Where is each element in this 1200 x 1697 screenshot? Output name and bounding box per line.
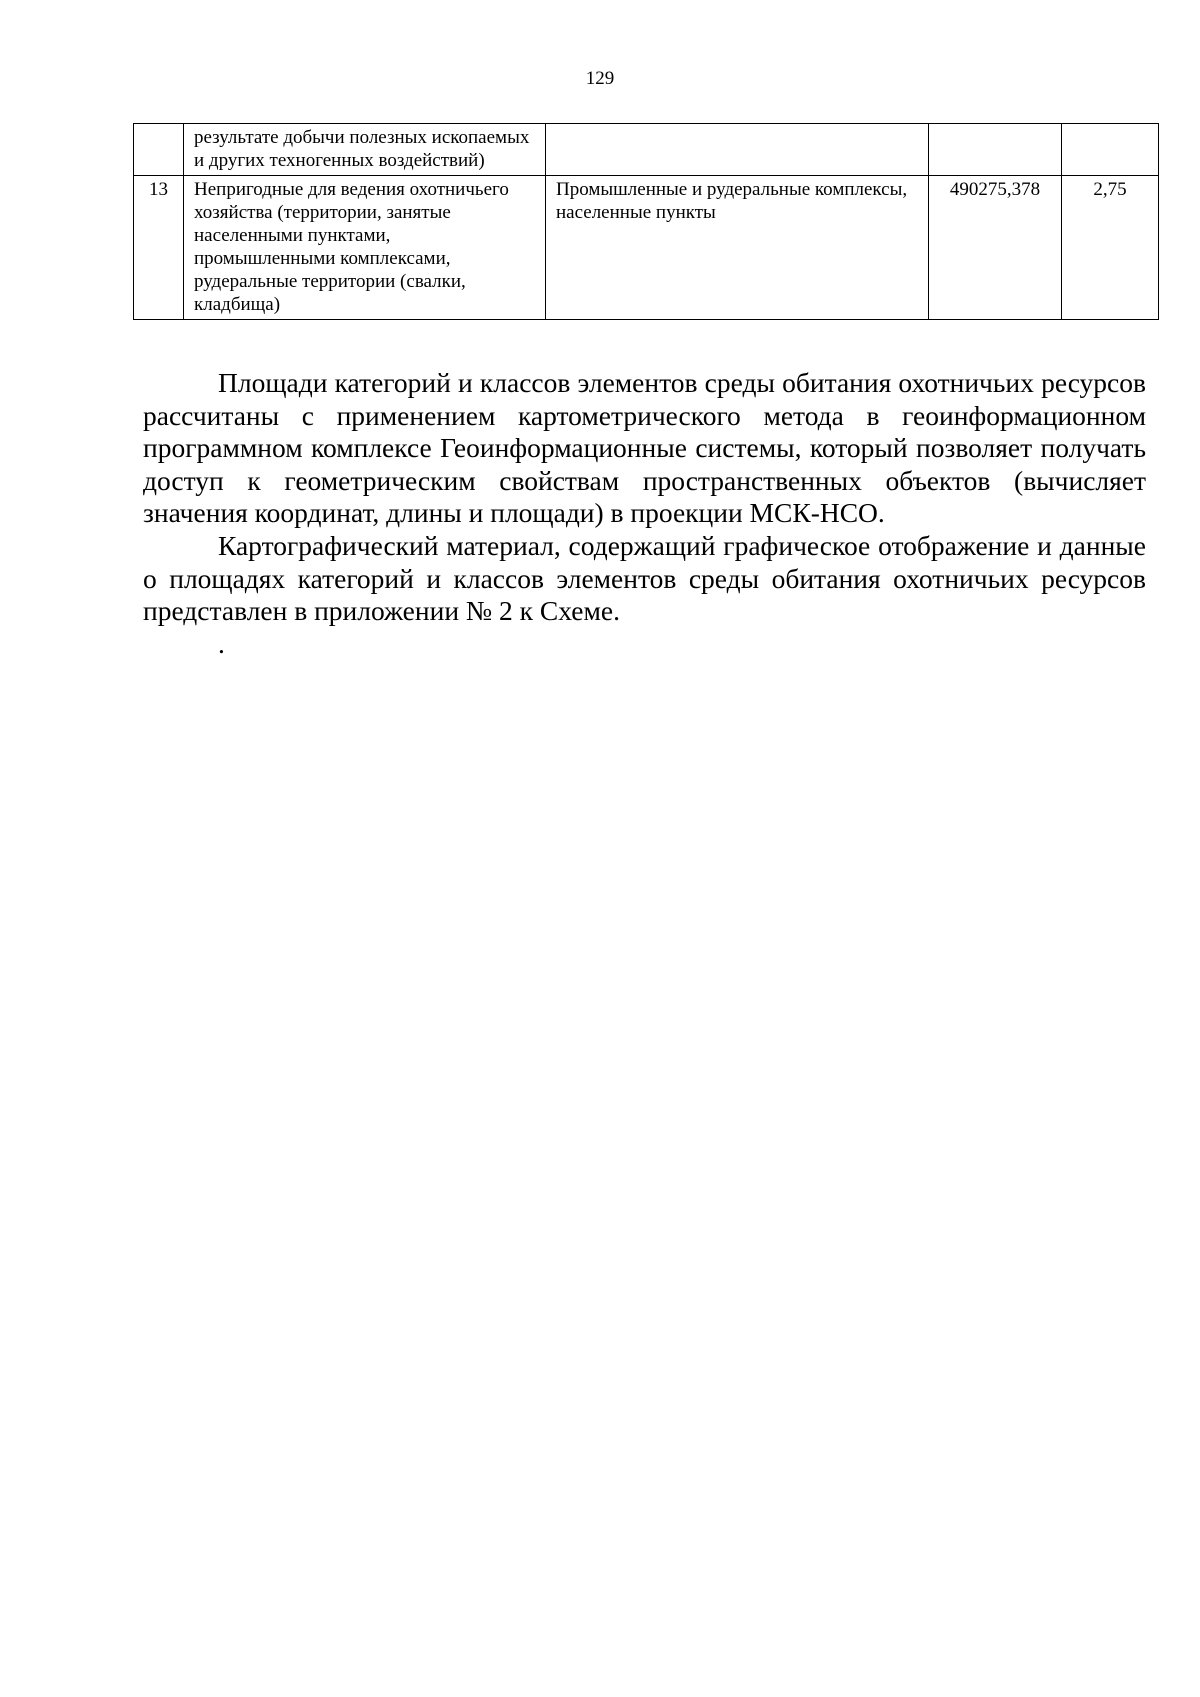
row-number	[134, 124, 184, 176]
percent-cell: 2,75	[1062, 176, 1159, 320]
table-row	[134, 176, 1159, 320]
category-cell: результате добычи полезных ископаемых и других техногенных воздействий)	[184, 124, 546, 176]
percent-cell	[1062, 124, 1159, 176]
habitat-category-table	[133, 123, 1159, 320]
table-row	[134, 124, 1159, 176]
area-cell	[929, 124, 1062, 176]
row-number: 13	[134, 176, 184, 320]
classes-cell	[546, 124, 929, 176]
trailing-mark: .	[218, 627, 225, 659]
body-text	[143, 367, 1146, 661]
classes-cell: Промышленные и рудеральные комплексы, населенные пункты	[546, 176, 929, 320]
area-cell: 490275,378	[929, 176, 1062, 320]
paragraph-cartographic-material: Картографический материал, содержащий графическое отображение и данные о площадях категорий и классов элементов среды обитания охотничьих ресурсов представлен в приложении № 2 к Схеме.	[143, 529, 1146, 627]
page-number: 129	[585, 68, 615, 89]
paragraph-area-calculation: Площади категорий и классов элементов среды обитания охотничьих ресурсов рассчитаны с применением картометрического метода в геоинформационном программном комплексе Геоинформационные системы, который позволяет получать доступ к геометрическим свойствам пространственных объектов (вычисляет значения координат, длины и площади) в проекции МСК-НСО.	[143, 367, 1146, 529]
category-cell: Непригодные для ведения охотничьего хозяйства (территории, занятые населенными пунктами, промышленными комплексами, рудеральные территории (свалки, кладбища)	[184, 176, 546, 320]
